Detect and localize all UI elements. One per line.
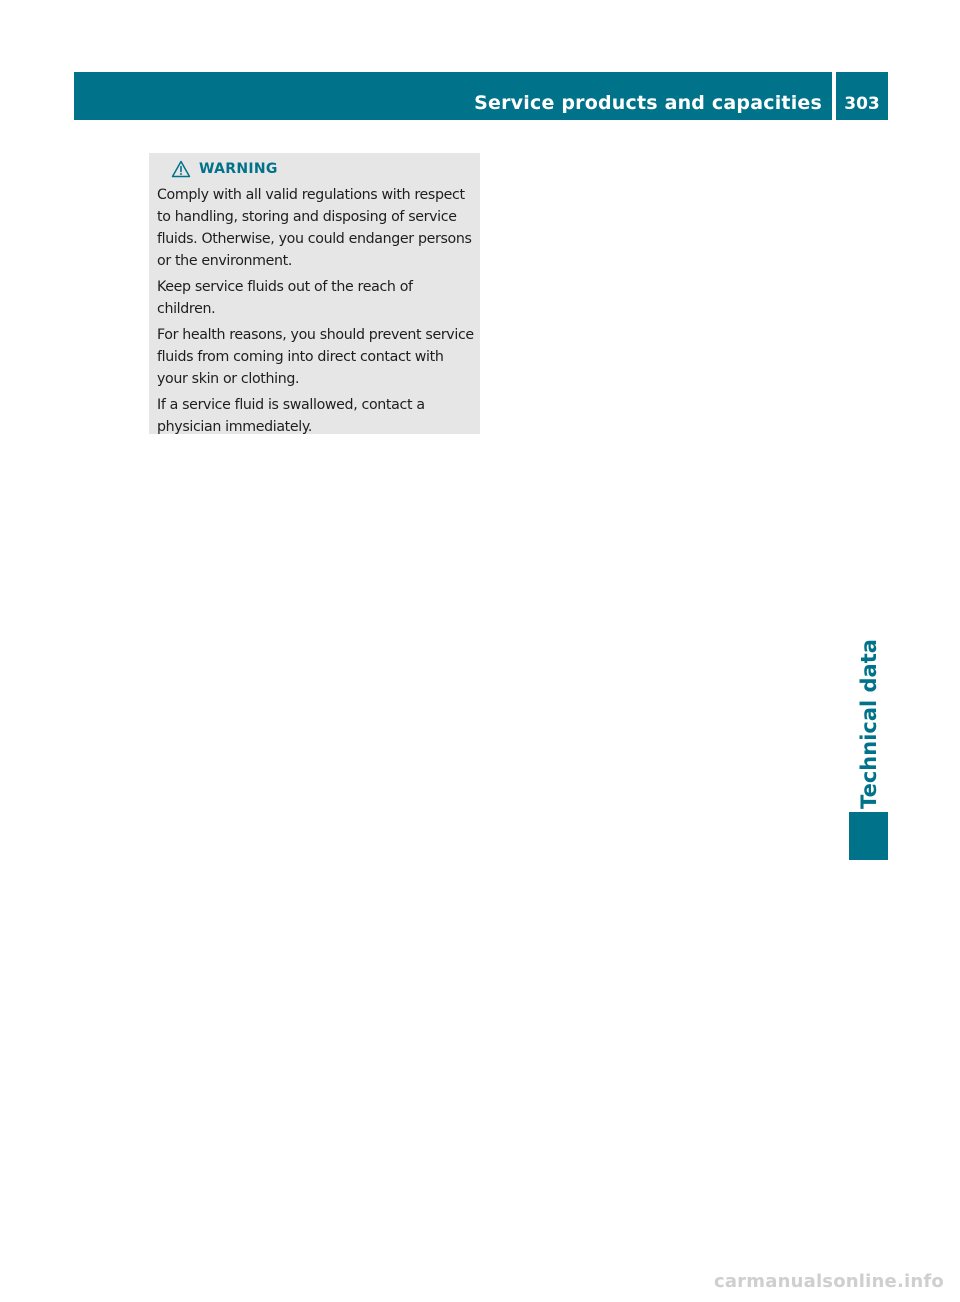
warning-paragraph: Comply with all valid regulations with respect to handling, storing and disposing of service fluids. Otherwise, you could endanger persons or the environment. (157, 187, 472, 269)
header-bar (74, 72, 832, 120)
page-number-box (836, 72, 888, 120)
warning-title: WARNING (199, 161, 278, 177)
side-tab-block (849, 812, 888, 860)
section-title: Service products and capacities (474, 92, 822, 114)
warning-triangle-icon (171, 160, 191, 178)
warning-paragraph: For health reasons, you should prevent service fluids from coming into direct contact with your skin or clothing. (157, 327, 474, 387)
warning-header (157, 159, 474, 179)
warning-box (149, 153, 480, 434)
side-tab-label-wrap (849, 636, 888, 812)
warning-paragraph: Keep service fluids out of the reach of children. (157, 279, 413, 317)
warning-paragraph: If a service fluid is swallowed, contact a physician immediately. (157, 397, 425, 435)
side-tab-label: Technical data (856, 639, 881, 809)
watermark: carmanualsonline.info (713, 1271, 944, 1292)
page-number: 303 (844, 94, 880, 114)
